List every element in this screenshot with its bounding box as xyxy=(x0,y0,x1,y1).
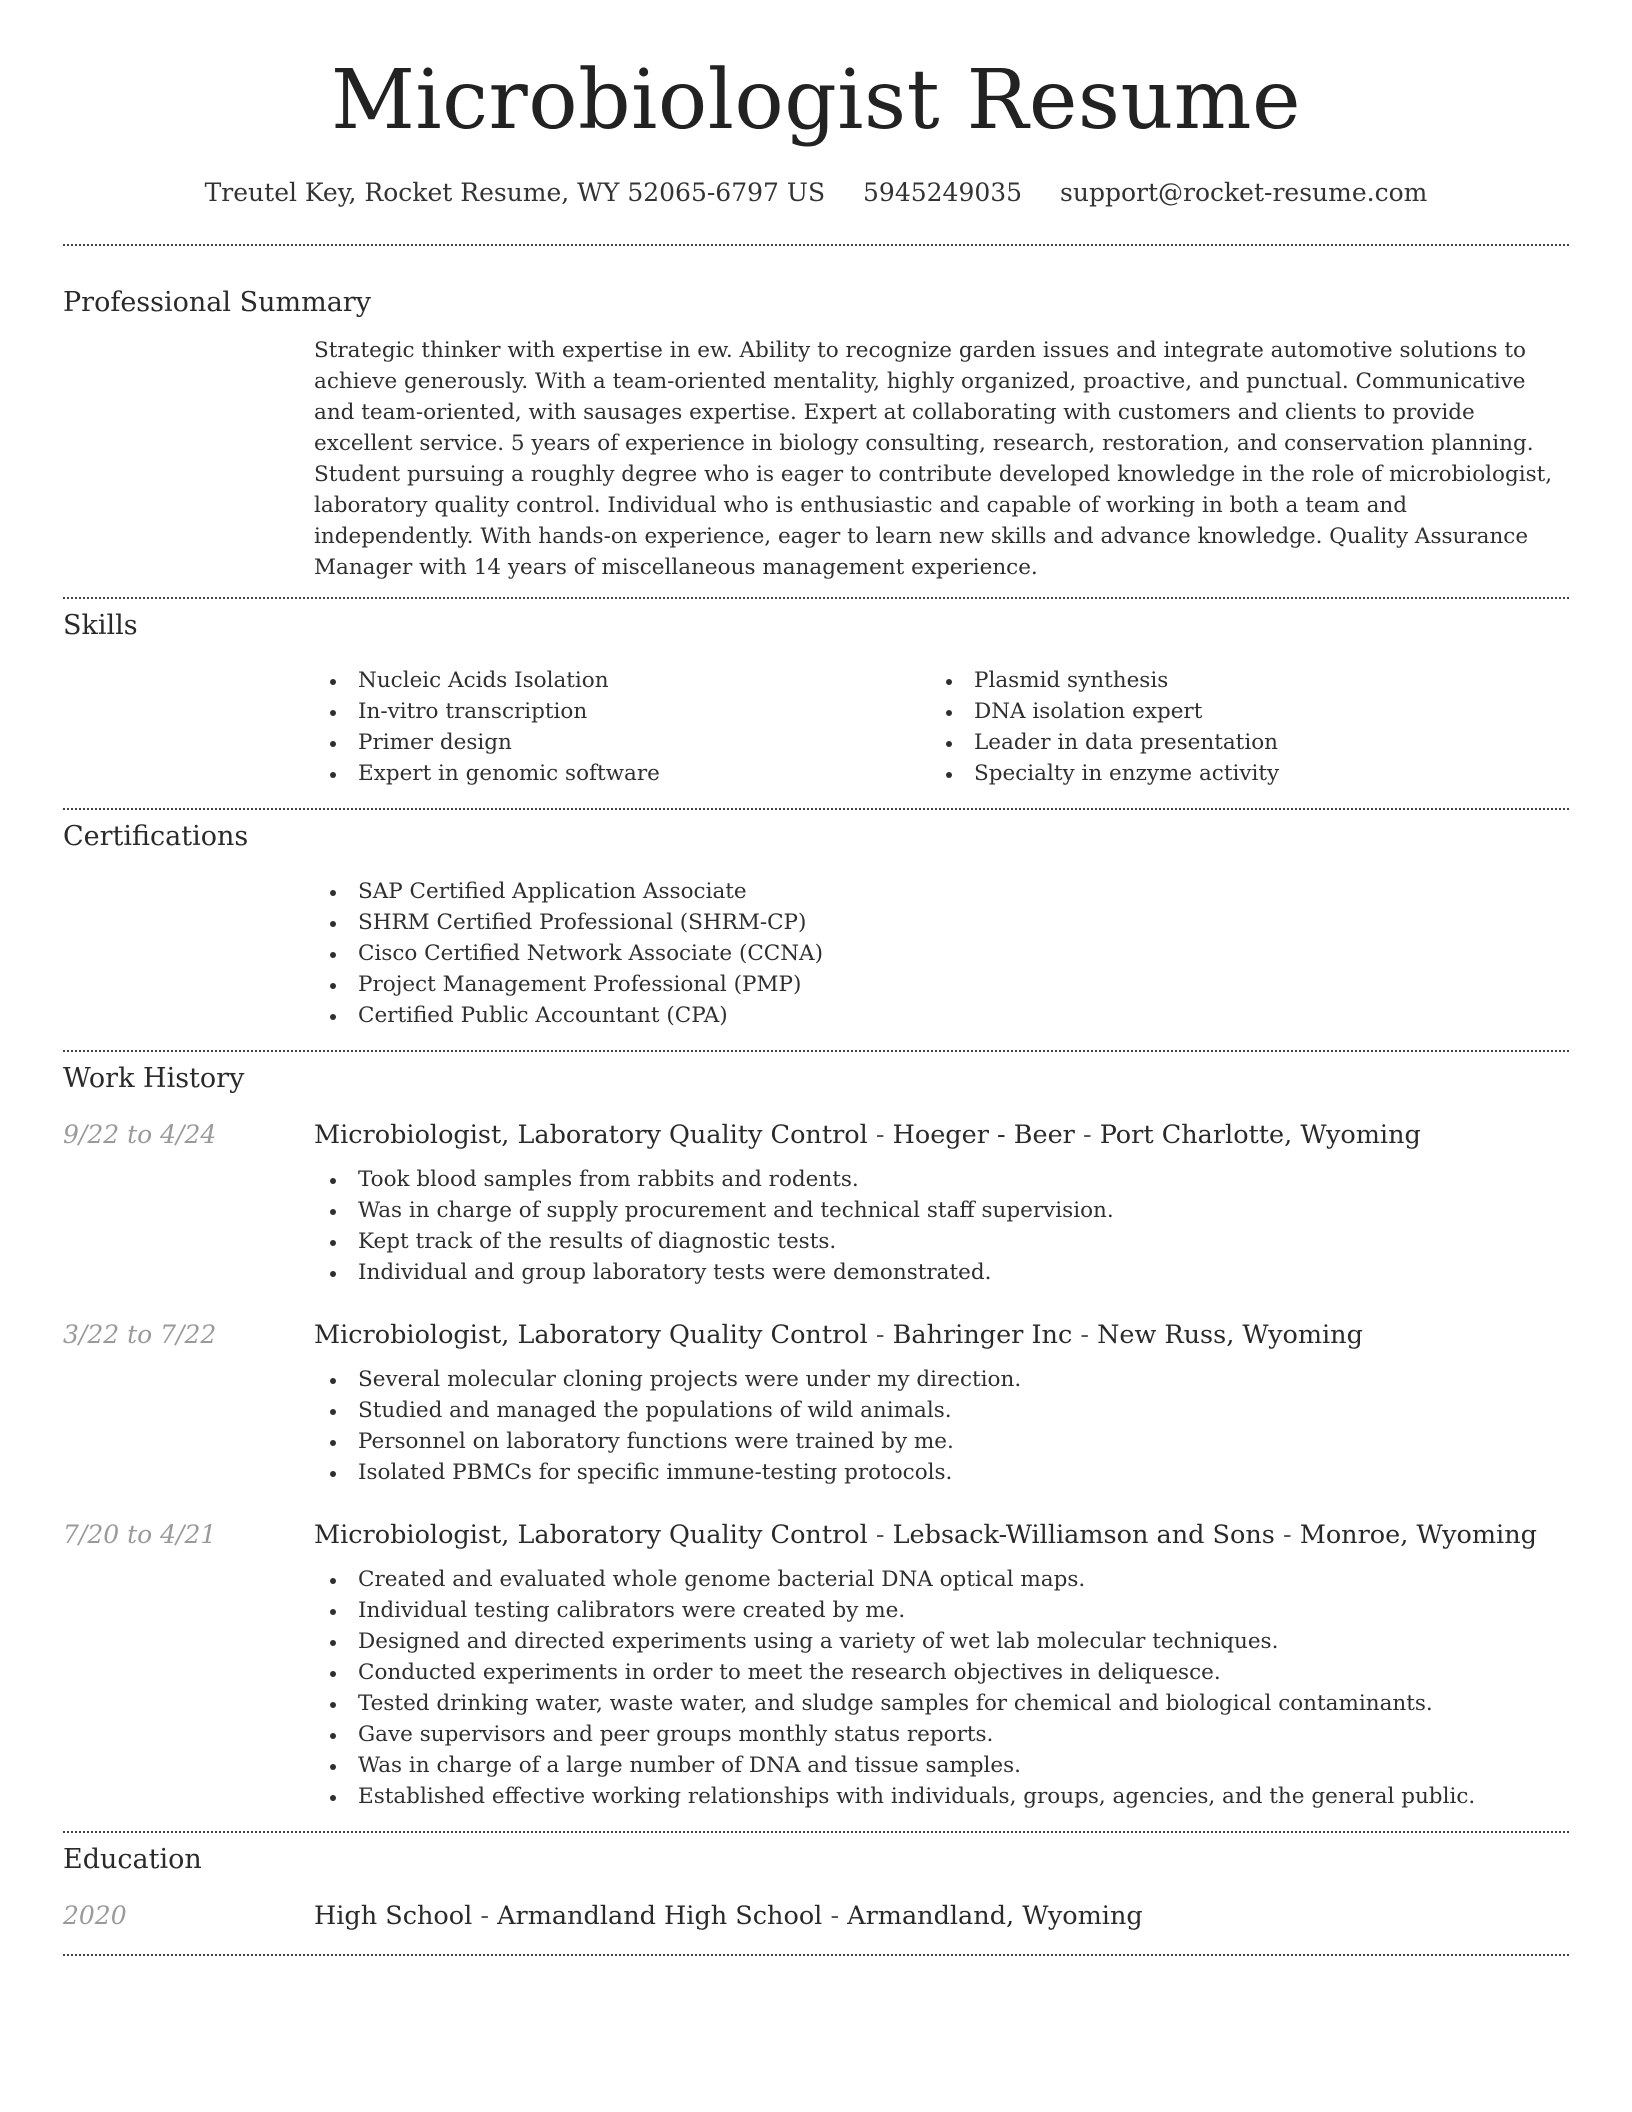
job-title: Microbiologist, Laboratory Quality Control xyxy=(314,1520,868,1550)
job-bullet: Was in charge of supply procurement and technical staff supervision. xyxy=(314,1195,1569,1226)
certifications-section xyxy=(63,819,1569,1031)
certification-item: SHRM Certified Professional (SHRM-CP) xyxy=(314,907,1569,938)
divider xyxy=(63,597,1569,599)
summary-section xyxy=(63,285,1569,583)
certification-item: Certified Public Accountant (CPA) xyxy=(314,1000,1569,1031)
job-bullet: Conducted experiments in order to meet the research objectives in deliquesce. xyxy=(314,1657,1569,1688)
job-heading: Microbiologist, Laboratory Quality Control - Lebsack-Williamson and Sons - Monroe, Wyoming xyxy=(314,1520,1537,1550)
job-company: Hoeger - Beer xyxy=(892,1120,1075,1150)
job-dates: 3/22 to 7/22 xyxy=(63,1320,217,1349)
job-bullet: Created and evaluated whole genome bacterial DNA optical maps. xyxy=(314,1564,1569,1595)
job-location: Monroe, Wyoming xyxy=(1299,1520,1537,1550)
skill-item: Leader in data presentation xyxy=(930,727,1546,758)
contact-email: support@rocket-resume.com xyxy=(1060,178,1428,207)
education-heading: High School - Armandland High School - Armandland, Wyoming xyxy=(314,1901,1143,1931)
resume-title: Microbiologist Resume xyxy=(330,53,1302,148)
education-entry xyxy=(63,1899,1569,1933)
job-bullet: Individual testing calibrators were created by me. xyxy=(314,1595,1569,1626)
contact-address: Treutel Key, Rocket Resume, WY 52065-6797 US xyxy=(204,178,826,207)
education-school: Armandland High School xyxy=(497,1901,823,1931)
education-location: Armandland, Wyoming xyxy=(847,1901,1143,1931)
job-bullet: Several molecular cloning projects were under my direction. xyxy=(314,1364,1569,1395)
job-location: Port Charlotte, Wyoming xyxy=(1099,1120,1421,1150)
job-bullet: Gave supervisors and peer groups monthly status reports. xyxy=(314,1719,1569,1750)
job-company: Bahringer Inc xyxy=(892,1320,1073,1350)
divider xyxy=(63,1831,1569,1833)
job-dates: 7/20 to 4/21 xyxy=(63,1520,217,1549)
job-location: New Russ, Wyoming xyxy=(1097,1320,1363,1350)
job-bullet: Isolated PBMCs for specific immune-testing protocols. xyxy=(314,1457,1569,1488)
job-bullets xyxy=(314,1564,1569,1812)
contact-info xyxy=(63,176,1569,210)
summary-text: Strategic thinker with expertise in ew. Ability to recognize garden issues and integrate automotive solutions to achieve generously. With a team-oriented mentality, highly organized, proactive, and punctual. Communicative and team-oriented, with sausages expertise. Expert at collaborating with customers and clients to provide excellent service. 5 years of experience in biology consulting, research, restoration, and conservation planning. Student pursuing a roughly degree who is eager to contribute developed knowledge in the role of microbiologist, laboratory quality control. Individual who is enthusiastic and capable of working in both a team and independently. With hands-on experience, eager to learn new skills and advance knowledge. Quality Assurance Manager with 14 years of miscellaneous management experience. xyxy=(314,338,1553,580)
job-bullet: Personnel on laboratory functions were trained by me. xyxy=(314,1426,1569,1457)
job-dates: 9/22 to 4/24 xyxy=(63,1120,217,1149)
skill-item: Primer design xyxy=(314,727,930,758)
skill-item: DNA isolation expert xyxy=(930,696,1546,727)
contact-phone: 5945249035 xyxy=(863,178,1023,207)
job-title: Microbiologist, Laboratory Quality Control xyxy=(314,1120,868,1150)
job-entry xyxy=(63,1118,1569,1288)
job-bullet: Studied and managed the populations of wild animals. xyxy=(314,1395,1569,1426)
job-bullet: Established effective working relationships with individuals, groups, agencies, and the general public. xyxy=(314,1781,1569,1812)
education-degree: High School xyxy=(314,1901,473,1931)
certification-item: Project Management Professional (PMP) xyxy=(314,969,1569,1000)
divider xyxy=(63,1954,1569,1956)
education-date: 2020 xyxy=(63,1901,127,1930)
section-title-summary: Professional Summary xyxy=(63,287,371,318)
certification-item: SAP Certified Application Associate xyxy=(314,876,1569,907)
skill-item: In-vitro transcription xyxy=(314,696,930,727)
skill-item: Specialty in enzyme activity xyxy=(930,758,1546,789)
job-bullet: Designed and directed experiments using a variety of wet lab molecular techniques. xyxy=(314,1626,1569,1657)
certification-item: Cisco Certified Network Associate (CCNA) xyxy=(314,938,1569,969)
job-bullet: Individual and group laboratory tests were demonstrated. xyxy=(314,1257,1569,1288)
skill-item: Expert in genomic software xyxy=(314,758,930,789)
work-history-section xyxy=(63,1061,1569,1812)
divider xyxy=(63,244,1569,246)
divider xyxy=(63,1050,1569,1052)
education-section xyxy=(63,1842,1569,1933)
job-entry xyxy=(63,1318,1569,1488)
job-bullets xyxy=(314,1164,1569,1288)
job-bullet: Tested drinking water, waste water, and sludge samples for chemical and biological contaminants. xyxy=(314,1688,1569,1719)
job-entry xyxy=(63,1518,1569,1812)
job-heading: Microbiologist, Laboratory Quality Control - Bahringer Inc - New Russ, Wyoming xyxy=(314,1320,1363,1350)
skills-section xyxy=(63,608,1569,789)
job-heading: Microbiologist, Laboratory Quality Control - Hoeger - Beer - Port Charlotte, Wyoming xyxy=(314,1120,1421,1150)
section-title-education: Education xyxy=(63,1844,202,1875)
job-title: Microbiologist, Laboratory Quality Control xyxy=(314,1320,868,1350)
section-title-skills: Skills xyxy=(63,610,138,641)
section-title-work-history: Work History xyxy=(63,1063,245,1094)
job-bullets xyxy=(314,1364,1569,1488)
job-bullet: Was in charge of a large number of DNA and tissue samples. xyxy=(314,1750,1569,1781)
skills-list-right xyxy=(930,665,1546,789)
job-bullet: Kept track of the results of diagnostic tests. xyxy=(314,1226,1569,1257)
job-bullet: Took blood samples from rabbits and rodents. xyxy=(314,1164,1569,1195)
skills-list-left xyxy=(314,665,930,789)
divider xyxy=(63,808,1569,810)
skill-item: Plasmid synthesis xyxy=(930,665,1546,696)
job-company: Lebsack-Williamson and Sons xyxy=(892,1520,1275,1550)
skill-item: Nucleic Acids Isolation xyxy=(314,665,930,696)
certifications-list xyxy=(314,876,1569,1031)
section-title-certifications: Certifications xyxy=(63,821,249,852)
